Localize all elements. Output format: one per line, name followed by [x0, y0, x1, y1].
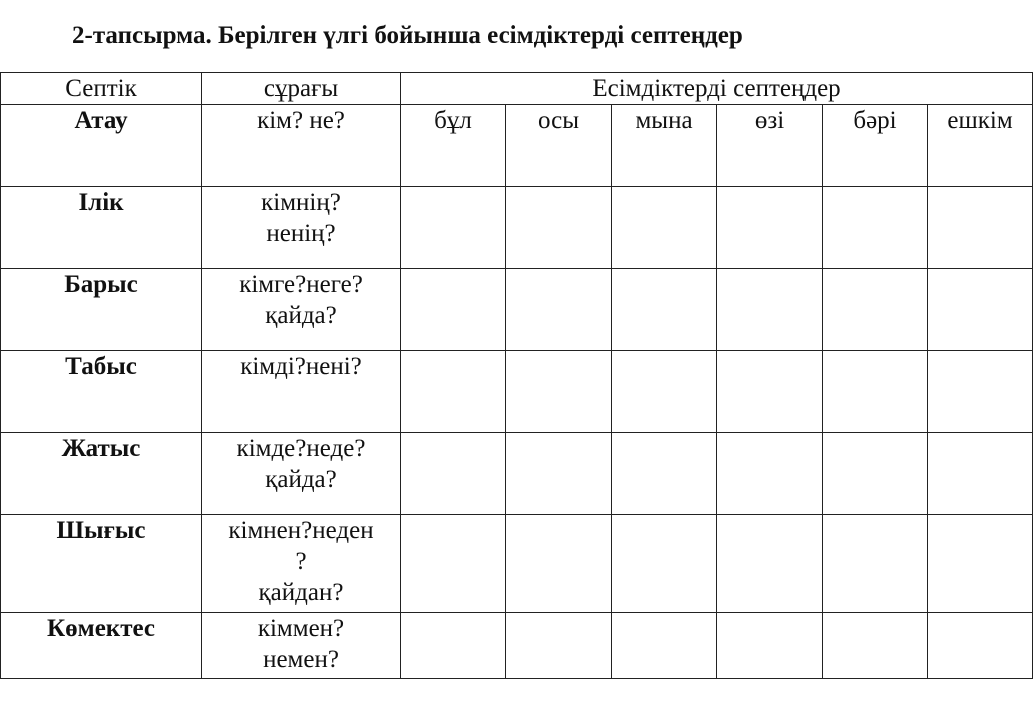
answer-cell — [928, 613, 1033, 679]
answer-cell — [928, 433, 1033, 515]
case-name: Атау — [1, 105, 202, 187]
answer-cell — [506, 613, 612, 679]
answer-cell — [717, 613, 823, 679]
case-question — [202, 105, 401, 187]
answer-cell — [928, 269, 1033, 351]
case-question — [202, 269, 401, 351]
answer-cell — [612, 433, 717, 515]
pronoun-cell: осы — [506, 105, 612, 187]
answer-cell — [823, 187, 928, 269]
question-line: қайда? — [265, 466, 337, 493]
question-line: кімде?неде? — [236, 435, 366, 462]
question-line: ? — [295, 548, 307, 575]
header-case: Септік — [1, 73, 202, 105]
question-line: ненің? — [266, 220, 336, 247]
answer-cell — [612, 269, 717, 351]
table-row — [1, 515, 1033, 613]
table-row — [1, 351, 1033, 433]
answer-cell — [401, 269, 506, 351]
case-name: Көмектес — [1, 613, 202, 679]
answer-cell — [823, 351, 928, 433]
answer-cell — [717, 433, 823, 515]
answer-cell — [506, 351, 612, 433]
answer-cell — [928, 515, 1033, 613]
table-row — [1, 187, 1033, 269]
answer-cell — [401, 515, 506, 613]
page-title: 2-тапсырма. Берілген үлгі бойынша есімдіктерді септеңдер — [72, 22, 743, 49]
answer-cell — [612, 351, 717, 433]
case-name: Ілік — [1, 187, 202, 269]
answer-cell — [506, 515, 612, 613]
pronoun-cell: бұл — [401, 105, 506, 187]
answer-cell — [823, 515, 928, 613]
question-line: кім? не? — [257, 107, 345, 134]
answer-cell — [928, 351, 1033, 433]
case-question — [202, 351, 401, 433]
question-line: кімге?неге? — [239, 271, 363, 298]
header-row — [1, 73, 1033, 105]
answer-cell — [717, 351, 823, 433]
answer-cell — [717, 515, 823, 613]
case-name: Барыс — [1, 269, 202, 351]
table-row — [1, 105, 1033, 187]
case-name: Шығыс — [1, 515, 202, 613]
table-row — [1, 613, 1033, 679]
answer-cell — [612, 613, 717, 679]
case-question — [202, 613, 401, 679]
answer-cell — [823, 269, 928, 351]
table-row — [1, 269, 1033, 351]
table-row — [1, 433, 1033, 515]
answer-cell — [506, 269, 612, 351]
answer-cell — [823, 613, 928, 679]
pronoun-cell: өзі — [717, 105, 823, 187]
question-line: немен? — [263, 646, 339, 673]
pronoun-cell: ешкім — [928, 105, 1033, 187]
answer-cell — [928, 187, 1033, 269]
answer-cell — [506, 433, 612, 515]
case-name: Табыс — [1, 351, 202, 433]
answer-cell — [717, 269, 823, 351]
case-question — [202, 433, 401, 515]
answer-cell — [401, 433, 506, 515]
question-line: кімнің? — [261, 189, 341, 216]
answer-cell — [823, 433, 928, 515]
case-name: Жатыс — [1, 433, 202, 515]
answer-cell — [612, 187, 717, 269]
case-question — [202, 187, 401, 269]
answer-cell — [401, 351, 506, 433]
pronoun-cell: мына — [612, 105, 717, 187]
question-line: кімнен?неден — [228, 517, 374, 544]
question-line: кіммен? — [257, 615, 345, 642]
pronoun-cell: бәрі — [823, 105, 928, 187]
header-question: сұрағы — [202, 73, 401, 105]
answer-cell — [506, 187, 612, 269]
question-line: қайдан? — [258, 579, 344, 606]
answer-cell — [612, 515, 717, 613]
answer-cell — [401, 187, 506, 269]
answer-cell — [401, 613, 506, 679]
question-line: кімді?нені? — [240, 353, 362, 380]
question-line: қайда? — [265, 302, 337, 329]
declension-table — [0, 72, 1033, 679]
header-pronouns: Есімдіктерді септеңдер — [401, 73, 1033, 105]
answer-cell — [717, 187, 823, 269]
case-question — [202, 515, 401, 613]
